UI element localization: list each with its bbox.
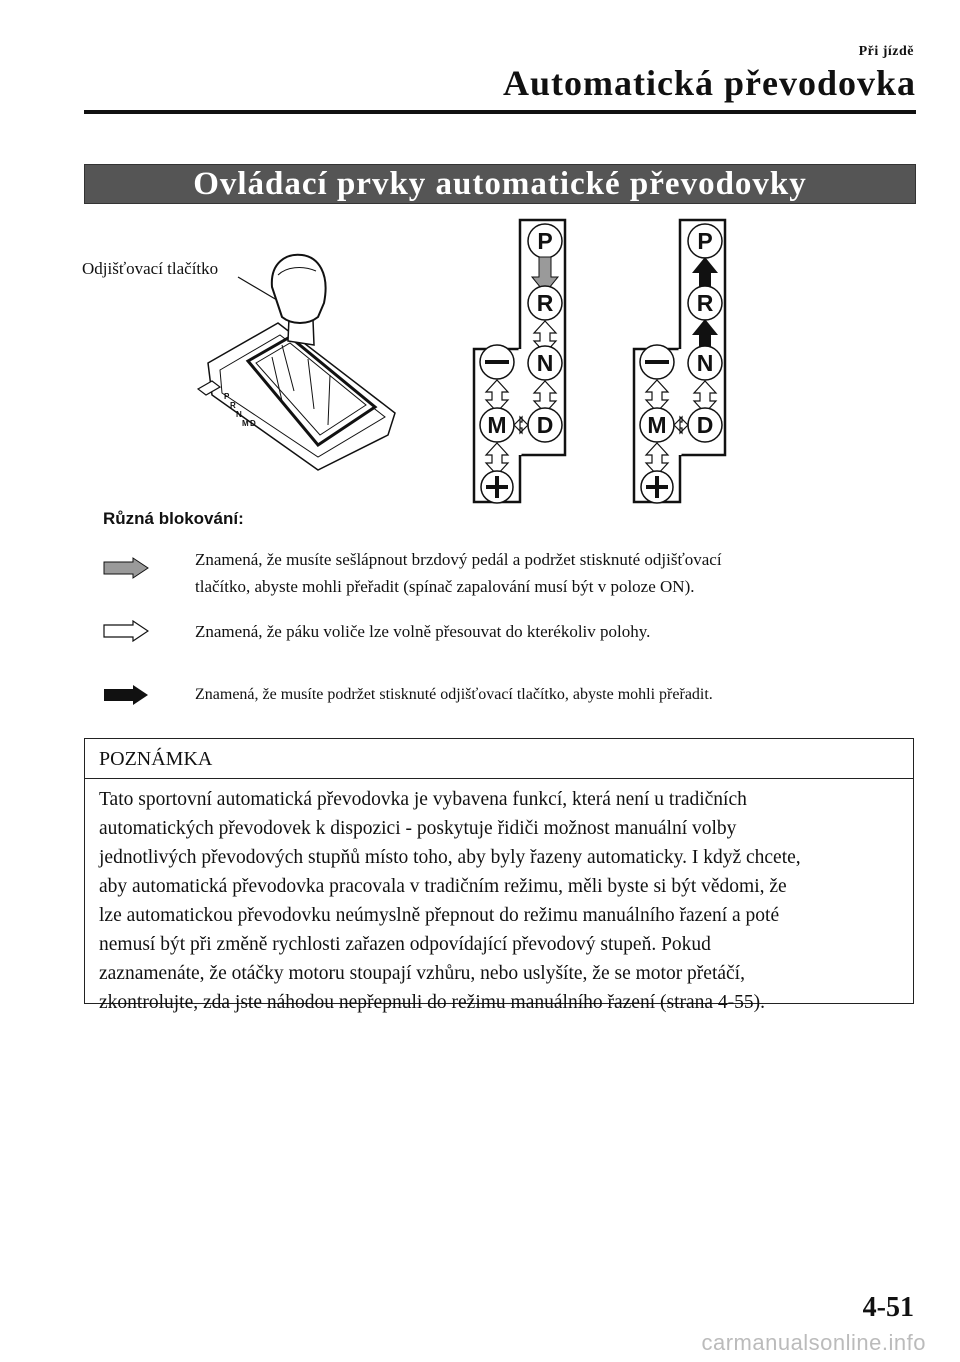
gate-letter: N: [236, 410, 242, 419]
legend-item-3-text: Znamená, že musíte podržet stisknuté odjišťovací tlačítko, abyste mohli přeřadit.: [195, 686, 713, 703]
note-line: zaznamenáte, že otáčky motoru stoupají vzhůru, nebo uslyšíte, že se motor přetáčí,: [99, 963, 745, 984]
page-title: Ovládací prvky automatické převodovky: [84, 164, 916, 204]
section-title: Automatická převodovka: [502, 63, 916, 103]
black-filled-arrow-icon: [103, 684, 149, 706]
gate-letter: M: [242, 419, 249, 428]
gate-letter-n: N: [536, 350, 554, 376]
watermark: carmanualsonline.info: [701, 1330, 926, 1355]
gate-letter-p: P: [697, 228, 713, 254]
legend-item-2-text: Znamená, že páku voliče lze volně přesouvat do kterékoliv polohy.: [195, 622, 651, 641]
header-divider: [84, 110, 916, 114]
gate-letter-n: N: [696, 350, 714, 376]
note-line: Tato sportovní automatická převodovka je vybavena funkcí, která není u tradičních: [99, 789, 747, 810]
note-line: jednotlivých převodových stupňů místo toho, aby byly řazeny automaticky. I když chcete,: [99, 847, 801, 868]
gate-letter-m: M: [647, 412, 667, 438]
shift-lever-illustration: [190, 245, 410, 475]
minus-icon: [645, 360, 669, 364]
note-line: nemusí být při změně rychlosti zařazen odpovídající převodový stupeň. Pokud: [99, 934, 711, 955]
gate-letter-d: D: [536, 412, 554, 438]
section-label: Při jízdě: [858, 44, 914, 59]
page-number: 4-51: [862, 1292, 914, 1323]
note-line: aby automatická převodovka pracovala v tradičním režimu, měli byste si být vědomi, že: [99, 876, 787, 897]
note-box: [84, 738, 914, 1013]
gate-letter-p: P: [537, 228, 553, 254]
gate-letter-r: R: [696, 290, 714, 316]
gray-filled-arrow-icon: [103, 557, 149, 579]
legend-item-1-text: Znamená, že musíte sešlápnout brzdový pedál a podržet stisknuté odjišťovací tlačítko, abyste mohli přeřadit (spínač zapalování musí být v poloze ON).: [195, 550, 722, 596]
note-line: lze automatickou převodovku neúmyslně přepnout do režimu manuálního řazení a poté: [99, 905, 780, 926]
gate-letter: D: [250, 419, 256, 428]
note-heading: POZNÁMKA: [85, 739, 913, 779]
note-line: automatických převodovek k dispozici - poskytuje řidiči možnost manuální volby: [99, 818, 737, 839]
gate-diagram-1: [472, 217, 582, 505]
note-line: zkontrolujte, zda jste náhodou nepřepnuli do režimu manuálního řazení (strana 4-55).: [99, 992, 766, 1013]
gate-letter: P: [224, 392, 230, 401]
minus-icon: [485, 360, 509, 364]
note-body: [99, 785, 903, 1017]
gate-letter-m: M: [487, 412, 507, 438]
blocking-heading: Různá blokování:: [103, 509, 244, 528]
gate-diagram-2: [632, 217, 742, 505]
gate-letter-d: D: [696, 412, 714, 438]
gate-letter-r: R: [536, 290, 554, 316]
gate-letter: R: [230, 401, 236, 410]
release-button-label: Odjišťovací tlačítko: [82, 259, 219, 278]
outline-arrow-icon: [103, 620, 149, 642]
